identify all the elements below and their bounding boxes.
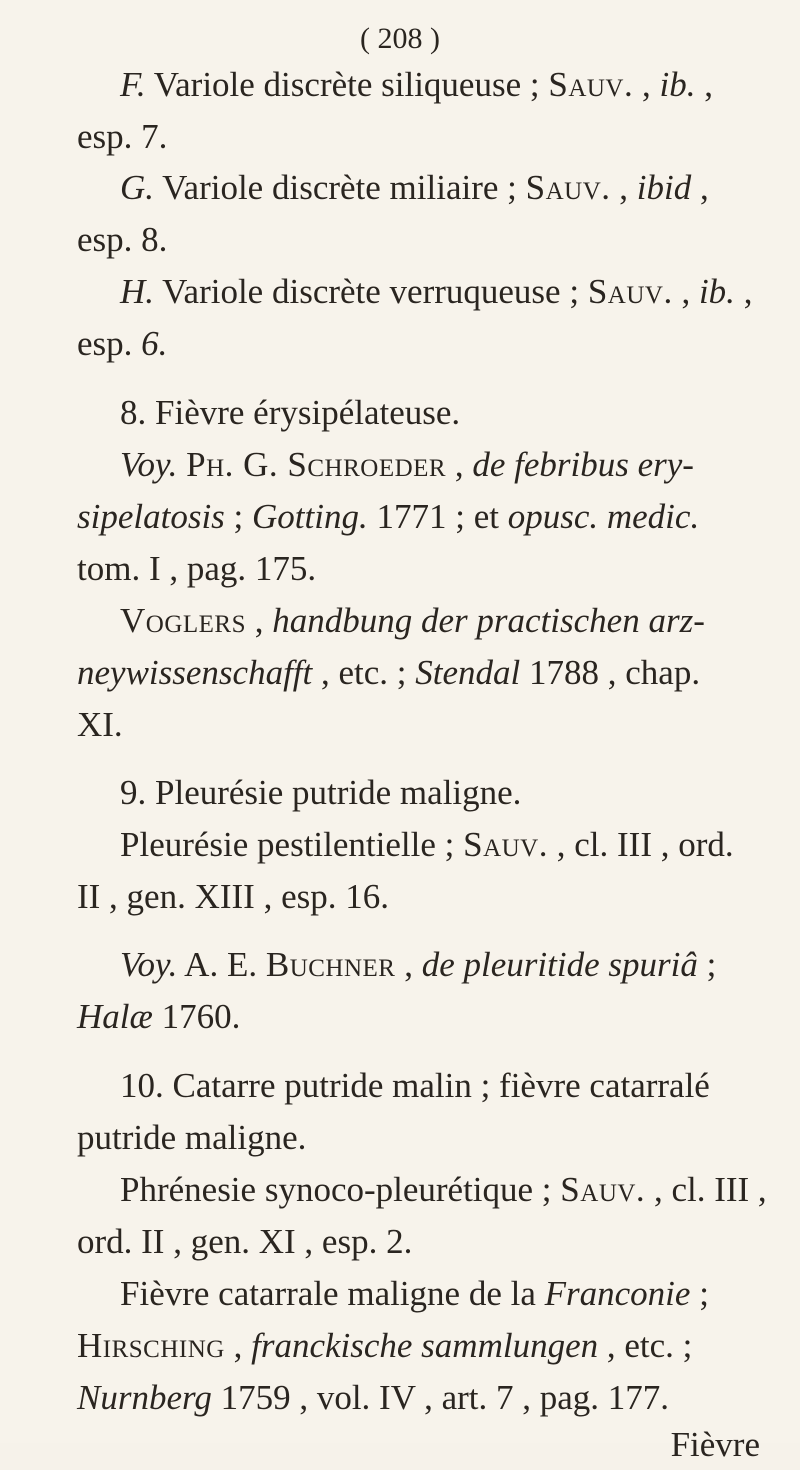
page-number-header: ( 208 ) [360, 22, 440, 55]
text-line-l13: XI. [77, 705, 123, 744]
text-line-l02: esp. 7. [77, 117, 168, 156]
text-line-l24: Hirsching , franckische sammlungen , etc. ; [77, 1326, 693, 1365]
text-line-l12: neywissenschafft , etc. ; Stendal 1788 , chap. [77, 653, 701, 692]
text-line-l23: Fièvre catarrale maligne de la Franconie ; [120, 1274, 709, 1313]
text-line-l09: sipelatosis ; Gotting. 1771 ; et opusc. medic. [77, 497, 700, 536]
text-line-l01: F. Variole discrète siliqueuse ; Sauv. , ib. , [120, 65, 713, 104]
text-line-l10: tom. I , pag. 175. [77, 549, 317, 588]
text-line-l16: II , gen. XIII , esp. 16. [77, 877, 389, 916]
text-line-l06: esp. 6. [77, 324, 168, 363]
text-line-l04: esp. 8. [77, 220, 168, 259]
text-line-l15: Pleurésie pestilentielle ; Sauv. , cl. III , ord. [120, 825, 734, 864]
text-line-l19: 10. Catarre putride malin ; fièvre catarralé [120, 1066, 710, 1105]
text-line-l21: Phrénesie synoco-pleurétique ; Sauv. , cl. III , [120, 1170, 767, 1209]
text-line-l11: Voglers , handbung der practischen arz- [120, 601, 705, 640]
text-line-l26: Fièvre [670, 1425, 760, 1464]
text-line-l17: Voy. A. E. Buchner , de pleuritide spuriâ ; [120, 945, 717, 984]
text-line-l18: Halæ 1760. [77, 997, 241, 1036]
text-line-l25: Nurnberg 1759 , vol. IV , art. 7 , pag. 177. [77, 1378, 670, 1417]
text-line-l20: putride maligne. [77, 1118, 307, 1157]
text-line-l07: 8. Fièvre érysipélateuse. [120, 393, 461, 432]
text-line-l08: Voy. Ph. G. Schroeder , de febribus ery- [120, 445, 694, 484]
text-line-l03: G. Variole discrète miliaire ; Sauv. , ibid , [120, 168, 709, 207]
text-line-l14: 9. Pleurésie putride maligne. [120, 773, 522, 812]
text-line-l05: H. Variole discrète verruqueuse ; Sauv. , ib. , [120, 272, 753, 311]
text-line-l22: ord. II , gen. XI , esp. 2. [77, 1222, 413, 1261]
